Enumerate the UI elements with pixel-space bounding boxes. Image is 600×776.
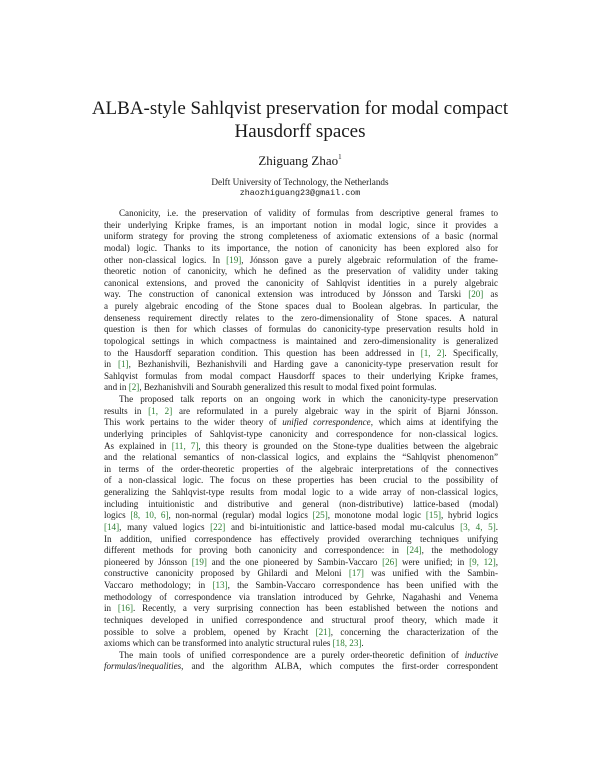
- paragraph-line: formulas/inequalities, and the algorithm ALBA, which computes the first-order correspondent: [104, 661, 498, 672]
- citation-link[interactable]: [15]: [425, 510, 441, 521]
- paragraph-line: The proposed talk reports on an ongoing work in which the canonicity-type preservation: [119, 394, 498, 404]
- citation-link[interactable]: [16]: [117, 603, 133, 614]
- citation-link[interactable]: [9, 12]: [469, 556, 496, 567]
- paragraph: [104, 394, 498, 650]
- paragraph: [104, 208, 498, 394]
- citation-link[interactable]: [20]: [468, 289, 484, 300]
- citation-link[interactable]: [17]: [348, 568, 364, 579]
- citation-link[interactable]: [14]: [104, 521, 120, 532]
- author-email[interactable]: zhaozhiguang23@gmail.com: [239, 188, 361, 198]
- paragraph-line: to the Hausdorff separation condition. This question has been addressed in [1, 2]. Specifically,: [104, 347, 498, 358]
- paragraph-line: and the relational semantics of non-classical logics, and explains the “Sahlqvist phenomenon”: [104, 452, 498, 463]
- paragraph: [104, 650, 498, 673]
- citation-link[interactable]: [1, 2]: [148, 405, 173, 416]
- paragraph-line: techniques developed in unified correspondence and structural proof theory, which made it: [104, 614, 498, 625]
- paragraph-line: Canonicity, i.e. the preservation of validity of formulas from descriptive general frames to: [119, 208, 498, 218]
- paragraph-line: generalizing the Sahlqvist-type results from modal logic to a wide array of non-classical logics,: [104, 487, 498, 497]
- author: [0, 149, 600, 169]
- citation-link[interactable]: [24]: [406, 545, 422, 556]
- citation-link[interactable]: [8, 10, 6]: [130, 510, 169, 521]
- paragraph-line: The main tools of unified correspondence are a purely order-theoretic definition of inductive: [119, 649, 498, 660]
- paragraph-line: [14], many valued logics [22] and bi-intuitionistic and lattice-based modal mu-calculus [3, 4, 5].: [104, 521, 498, 532]
- author-name: Zhiguang Zhao: [258, 153, 339, 168]
- paragraph-line: Sahlqvist formulas from modal compact Hausdorff spaces to their underlying Kripke frames,: [104, 370, 498, 381]
- paragraph-line: uniform strategy for proving the strong completeness of axiomatic extensions of a basic (normal: [104, 231, 498, 242]
- paragraph-line: modal) logic. Thanks to its importance, the notion of canonicity has been explored also for: [104, 242, 498, 253]
- affiliation: Delft University of Technology, the Netherlands: [211, 177, 389, 187]
- paragraph-line: topological settings in which compactness is maintained and zero-dimensionality is generalized: [104, 335, 498, 346]
- citation-link[interactable]: [25]: [312, 510, 328, 521]
- citation-link[interactable]: [13]: [212, 580, 228, 590]
- paragraph-line: logics [8, 10, 6], non-normal (regular) modal logics [25], monotone modal logic [15], hybrid logics: [104, 510, 498, 521]
- emphasis: unified correspondence: [282, 417, 371, 428]
- paragraph-line: in [1], Bezhanishvili, Bezhanishvili and Harding gave a canonicity-type preservation result for: [104, 359, 498, 370]
- paragraph-line: way. The construction of canonical extension was introduced by Jónsson and Tarski [20] as: [104, 289, 498, 300]
- emphasis: inductive: [464, 649, 498, 660]
- paragraph-line: pioneered by Jónsson [19] and the one pioneered by Sambin-Vaccaro [26] were unified; in [9, 12],: [104, 556, 498, 567]
- paragraph-line: in [16]. Recently, a very surprising connection has been established between the notions and: [104, 603, 498, 614]
- citation-link[interactable]: [22]: [210, 521, 226, 532]
- paragraph-line: possible to solve a problem, opened by Kracht [21], concerning the characterization of the: [104, 626, 498, 637]
- paper-title: [60, 97, 540, 143]
- citation-link[interactable]: [19]: [191, 556, 207, 567]
- paragraph-line: including intuitionistic and distributive and general (non-distributive) lattice-based (modal): [104, 498, 498, 509]
- paragraph-line: methodology of correspondence via translation introduced by Gehrke, Nagahashi and Venema: [104, 591, 498, 602]
- citation-link[interactable]: [1, 2]: [420, 347, 445, 358]
- paragraph-line: their underlying Kripke frames, is an important notion in modal logic, since it provides a: [104, 219, 498, 230]
- paragraph-line: Vaccaro methodology; in [13], the Sambin-Vaccaro correspondence has been unified with the: [104, 580, 499, 590]
- paragraph-line: other non-classical logics. In [19], Jónsson gave a purely algebraic reformulation of the frame-: [104, 254, 499, 265]
- paragraph-line: As explained in [11, 7], this theory is grounded on the Stone-type dualities between the algebraic: [104, 440, 499, 451]
- author-footnote-mark: 1: [338, 153, 342, 161]
- paragraph-line: in terms of the order-theoretic properties of the algebraic interpretations of the connectives: [104, 463, 498, 474]
- paragraph-line: This work pertains to the wider theory of unified correspondence, which aims at identifying the: [104, 417, 498, 428]
- paragraph-line: a purely algebraic encoding of the Stone spaces dual to Boolean algebras. In particular, the: [104, 301, 498, 311]
- paragraph-line: constructive canonicity proposed by Ghilardi and Meloni [17] was unified with the Sambin-: [104, 568, 498, 579]
- paragraph-line: In addition, unified correspondence has effectively provided overarching techniques unifying: [104, 533, 498, 544]
- paragraph-line: denseness requirement directly relates to the zero-dimensionality of Stone spaces. A natural: [104, 312, 498, 323]
- paragraph-line: results in [1, 2] are reformulated in a purely algebraic way in the spirit of Bjarni Jónsson.: [104, 405, 498, 416]
- title-line-2: Hausdorff spaces: [234, 121, 366, 142]
- paragraph-line: and in [2], Bezhanishvili and Sourabh generalized this result to modal fixed point formulas.: [104, 382, 437, 393]
- citation-link[interactable]: [19]: [226, 254, 242, 265]
- citation-link[interactable]: [18, 23]: [332, 638, 362, 649]
- paragraph-line: question is then for which classes of formulas do canonicity-type preservation results hold in: [104, 324, 498, 335]
- paragraph-line: underlying principles of Sahlqvist-type canonicity and correspondence for non-classical logics.: [104, 428, 498, 439]
- citation-link[interactable]: [1]: [117, 359, 129, 370]
- citation-link[interactable]: [2]: [128, 382, 140, 393]
- citation-link[interactable]: [21]: [315, 626, 331, 637]
- citation-link[interactable]: [26]: [382, 556, 398, 567]
- citation-link[interactable]: [11, 7]: [171, 440, 199, 451]
- emphasis: formulas/inequalities: [104, 661, 182, 672]
- paragraph-line: canonical extensions, and proved the canonicity of Sahlqvist identities in a purely algebraic: [104, 277, 498, 288]
- paragraph-line: of a non-classical logic. The focus on these properties has been crucial to the possibility of: [104, 475, 498, 486]
- title-line-1: ALBA-style Sahlqvist preservation for modal compact: [91, 98, 509, 119]
- paragraph-line: theoretic notion of canonicity, which he defined as the preservation of validity under taking: [104, 266, 498, 277]
- paragraph-line: different methods for proving both canonicity and correspondence: in [24], the methodology: [104, 545, 498, 556]
- citation-link[interactable]: [3, 4, 5]: [460, 521, 496, 532]
- abstract-body: [104, 208, 498, 673]
- paragraph-line: axioms which can be transformed into analytic structural rules [18, 23].: [104, 638, 364, 649]
